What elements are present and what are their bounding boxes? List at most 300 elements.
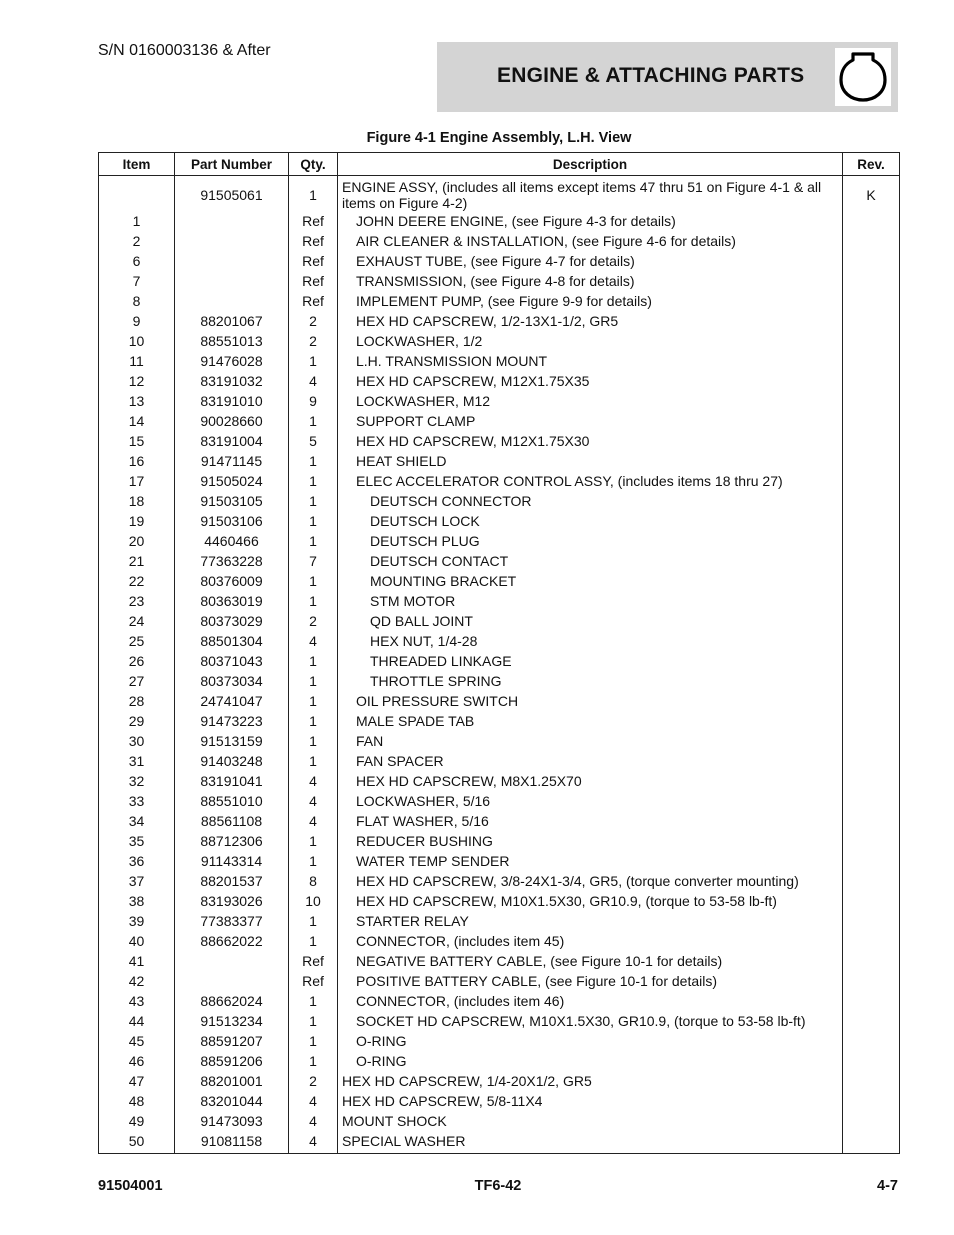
rev-cell — [843, 911, 900, 931]
table-row — [99, 811, 900, 831]
description-text: HEX HD CAPSCREW, 3/8-24X1-3/4, GR5, (torque converter mounting) — [356, 873, 799, 889]
description-text: HEX HD CAPSCREW, M12X1.75X30 — [356, 433, 590, 449]
part-number-cell: 91403248 — [175, 751, 289, 771]
parts-table — [98, 152, 900, 1154]
description-cell — [338, 611, 843, 631]
description-cell — [338, 1071, 843, 1091]
table-row — [99, 791, 900, 811]
part-number-cell: 83193026 — [175, 891, 289, 911]
rev-cell — [843, 991, 900, 1011]
item-cell: 10 — [99, 331, 175, 351]
description-text: IMPLEMENT PUMP, (see Figure 9-9 for details) — [356, 293, 652, 309]
table-row — [99, 371, 900, 391]
item-cell: 33 — [99, 791, 175, 811]
table-row — [99, 1011, 900, 1031]
description-cell — [338, 431, 843, 451]
rev-cell — [843, 571, 900, 591]
part-number-cell — [175, 291, 289, 311]
item-cell: 11 — [99, 351, 175, 371]
description-text: AIR CLEANER & INSTALLATION, (see Figure 4-6 for details) — [356, 233, 736, 249]
item-cell: 19 — [99, 511, 175, 531]
description-text: OIL PRESSURE SWITCH — [356, 693, 519, 709]
part-number-cell: 91513234 — [175, 1011, 289, 1031]
part-number-cell: 88551013 — [175, 331, 289, 351]
table-row — [99, 471, 900, 491]
item-cell: 8 — [99, 291, 175, 311]
description-cell — [338, 231, 843, 251]
qty-cell: Ref — [289, 231, 338, 251]
description-text: JOHN DEERE ENGINE, (see Figure 4-3 for details) — [356, 213, 676, 229]
rev-cell — [843, 1011, 900, 1031]
qty-cell: 1 — [289, 731, 338, 751]
description-text: DEUTSCH LOCK — [370, 513, 480, 529]
description-text: REDUCER BUSHING — [356, 833, 493, 849]
description-text: LOCKWASHER, 5/16 — [356, 793, 491, 809]
qty-cell: 1 — [289, 671, 338, 691]
part-number-cell — [175, 211, 289, 231]
item-cell: 39 — [99, 911, 175, 931]
description-text: SPECIAL WASHER — [342, 1133, 466, 1149]
rev-cell — [843, 731, 900, 751]
description-cell — [338, 271, 843, 291]
qty-cell: 1 — [289, 651, 338, 671]
description-cell — [338, 831, 843, 851]
item-cell: 26 — [99, 651, 175, 671]
table-row — [99, 831, 900, 851]
description-cell — [338, 791, 843, 811]
description-cell — [338, 711, 843, 731]
description-text: NEGATIVE BATTERY CABLE, (see Figure 10-1 for details) — [356, 953, 723, 969]
table-row — [99, 991, 900, 1011]
table-row — [99, 971, 900, 991]
description-text: FAN — [356, 733, 384, 749]
column-header-rev: Rev. — [843, 153, 900, 176]
item-cell: 15 — [99, 431, 175, 451]
item-cell: 16 — [99, 451, 175, 471]
description-cell — [338, 631, 843, 651]
rev-cell — [843, 691, 900, 711]
table-row — [99, 931, 900, 951]
description-text: HEX HD CAPSCREW, M8X1.25X70 — [356, 773, 582, 789]
description-cell — [338, 651, 843, 671]
qty-cell: 5 — [289, 431, 338, 451]
item-cell: 45 — [99, 1031, 175, 1051]
part-number-cell: 88712306 — [175, 831, 289, 851]
part-number-cell: 91503106 — [175, 511, 289, 531]
table-row — [99, 451, 900, 471]
parts-table-body — [99, 176, 900, 1154]
rev-cell — [843, 431, 900, 451]
rev-cell — [843, 1131, 900, 1154]
part-number-cell: 91476028 — [175, 351, 289, 371]
description-text: SOCKET HD CAPSCREW, M10X1.5X30, GR10.9, (torque to 53-58 lb-ft) — [356, 1013, 806, 1029]
column-header-part-number: Part Number — [175, 153, 289, 176]
description-cell — [338, 811, 843, 831]
item-cell: 32 — [99, 771, 175, 791]
description-cell — [338, 751, 843, 771]
description-cell — [338, 471, 843, 491]
description-text: O-RING — [356, 1033, 407, 1049]
footer-doc-number: 91504001 — [98, 1178, 163, 1194]
description-text: THROTTLE SPRING — [370, 673, 502, 689]
part-number-cell: 88561108 — [175, 811, 289, 831]
description-text: CONNECTOR, (includes item 46) — [356, 993, 565, 1009]
description-text: HEX NUT, 1/4-28 — [370, 633, 478, 649]
description-cell — [338, 731, 843, 751]
part-number-cell: 83201044 — [175, 1091, 289, 1111]
description-text: ELEC ACCELERATOR CONTROL ASSY, (includes items 18 thru 27) — [356, 473, 783, 489]
part-number-cell: 4460466 — [175, 531, 289, 551]
rev-cell — [843, 531, 900, 551]
table-row — [99, 331, 900, 351]
description-text: ENGINE ASSY, (includes all items except items 47 thru 51 on Figure 4-1 & all items on Figure 4-2) — [342, 179, 822, 211]
part-number-cell: 83191010 — [175, 391, 289, 411]
table-row — [99, 271, 900, 291]
description-cell — [338, 771, 843, 791]
item-cell: 38 — [99, 891, 175, 911]
description-text: CONNECTOR, (includes item 45) — [356, 933, 565, 949]
description-cell — [338, 571, 843, 591]
rev-cell — [843, 1091, 900, 1111]
item-cell: 47 — [99, 1071, 175, 1091]
table-row — [99, 231, 900, 251]
rev-cell — [843, 811, 900, 831]
description-cell — [338, 1051, 843, 1071]
qty-cell: 1 — [289, 471, 338, 491]
part-number-cell: 24741047 — [175, 691, 289, 711]
table-row — [99, 551, 900, 571]
rev-cell — [843, 211, 900, 231]
rev-cell — [843, 1071, 900, 1091]
table-row — [99, 391, 900, 411]
table-row — [99, 611, 900, 631]
part-number-cell: 83191032 — [175, 371, 289, 391]
rev-cell — [843, 511, 900, 531]
table-row — [99, 1051, 900, 1071]
description-text: HEX HD CAPSCREW, 1/4-20X1/2, GR5 — [342, 1073, 592, 1089]
description-cell — [338, 671, 843, 691]
qty-cell: 1 — [289, 691, 338, 711]
qty-cell: 1 — [289, 491, 338, 511]
table-row — [99, 571, 900, 591]
part-number-cell: 80373029 — [175, 611, 289, 631]
item-cell: 30 — [99, 731, 175, 751]
description-cell — [338, 931, 843, 951]
part-number-cell: 91505061 — [175, 176, 289, 212]
table-row — [99, 351, 900, 371]
description-text: O-RING — [356, 1053, 407, 1069]
part-number-cell: 91505024 — [175, 471, 289, 491]
item-cell: 24 — [99, 611, 175, 631]
table-row — [99, 511, 900, 531]
table-header-row — [99, 153, 900, 176]
footer-page-number: 4-7 — [877, 1178, 898, 1194]
qty-cell: 1 — [289, 931, 338, 951]
table-row — [99, 631, 900, 651]
rev-cell — [843, 751, 900, 771]
item-cell: 28 — [99, 691, 175, 711]
description-text: POSITIVE BATTERY CABLE, (see Figure 10-1 for details) — [356, 973, 718, 989]
item-cell: 17 — [99, 471, 175, 491]
qty-cell: 4 — [289, 371, 338, 391]
rev-cell — [843, 931, 900, 951]
rev-cell — [843, 471, 900, 491]
part-number-cell: 91143314 — [175, 851, 289, 871]
item-cell: 9 — [99, 311, 175, 331]
qty-cell: 1 — [289, 711, 338, 731]
item-cell: 44 — [99, 1011, 175, 1031]
item-cell: 48 — [99, 1091, 175, 1111]
part-number-cell — [175, 231, 289, 251]
description-cell — [338, 951, 843, 971]
rev-cell — [843, 711, 900, 731]
part-number-cell: 88591207 — [175, 1031, 289, 1051]
column-header-item: Item — [99, 153, 175, 176]
part-number-cell — [175, 971, 289, 991]
qty-cell: 4 — [289, 1131, 338, 1154]
table-row — [99, 1111, 900, 1131]
table-row — [99, 1031, 900, 1051]
part-number-cell: 88662022 — [175, 931, 289, 951]
rev-cell — [843, 491, 900, 511]
section-title: ENGINE & ATTACHING PARTS — [497, 64, 805, 87]
part-number-cell: 91471145 — [175, 451, 289, 471]
qty-cell: 4 — [289, 791, 338, 811]
qty-cell: 8 — [289, 871, 338, 891]
item-cell: 13 — [99, 391, 175, 411]
description-text: STM MOTOR — [370, 593, 456, 609]
qty-cell: 2 — [289, 311, 338, 331]
table-row — [99, 911, 900, 931]
table-row — [99, 671, 900, 691]
description-cell — [338, 311, 843, 331]
part-number-cell: 91081158 — [175, 1131, 289, 1154]
qty-cell: 1 — [289, 411, 338, 431]
rev-cell — [843, 1051, 900, 1071]
column-header-description: Description — [338, 153, 843, 176]
description-cell — [338, 691, 843, 711]
description-text: HEX HD CAPSCREW, 5/8-11X4 — [342, 1093, 543, 1109]
qty-cell: 1 — [289, 571, 338, 591]
part-number-cell: 88591206 — [175, 1051, 289, 1071]
rev-cell — [843, 391, 900, 411]
part-number-cell — [175, 951, 289, 971]
part-number-cell: 91513159 — [175, 731, 289, 751]
item-cell: 18 — [99, 491, 175, 511]
description-cell — [338, 1131, 843, 1154]
qty-cell: 10 — [289, 891, 338, 911]
item-cell: 21 — [99, 551, 175, 571]
rev-cell — [843, 271, 900, 291]
part-number-cell: 88201001 — [175, 1071, 289, 1091]
description-cell — [338, 1031, 843, 1051]
item-cell: 20 — [99, 531, 175, 551]
qty-cell: 1 — [289, 851, 338, 871]
part-number-cell: 77383377 — [175, 911, 289, 931]
description-text: L.H. TRANSMISSION MOUNT — [356, 353, 548, 369]
item-cell: 6 — [99, 251, 175, 271]
qty-cell: 1 — [289, 531, 338, 551]
table-row — [99, 1091, 900, 1111]
qty-cell: 1 — [289, 751, 338, 771]
description-text: DEUTSCH CONNECTOR — [370, 493, 532, 509]
item-cell: 23 — [99, 591, 175, 611]
rev-cell — [843, 1031, 900, 1051]
part-number-cell: 83191041 — [175, 771, 289, 791]
item-cell: 40 — [99, 931, 175, 951]
table-row — [99, 211, 900, 231]
rev-cell — [843, 251, 900, 271]
description-text: LOCKWASHER, M12 — [356, 393, 491, 409]
part-number-cell: 90028660 — [175, 411, 289, 431]
engine-outline-icon — [835, 48, 891, 106]
table-row — [99, 1131, 900, 1154]
item-cell: 49 — [99, 1111, 175, 1131]
item-cell: 22 — [99, 571, 175, 591]
item-cell: 2 — [99, 231, 175, 251]
rev-cell — [843, 791, 900, 811]
table-row — [99, 176, 900, 212]
description-cell — [338, 351, 843, 371]
qty-cell: 2 — [289, 611, 338, 631]
rev-cell — [843, 611, 900, 631]
description-cell — [338, 871, 843, 891]
item-cell: 27 — [99, 671, 175, 691]
description-text: HEX HD CAPSCREW, M12X1.75X35 — [356, 373, 590, 389]
part-number-cell: 80371043 — [175, 651, 289, 671]
table-row — [99, 431, 900, 451]
table-row — [99, 871, 900, 891]
part-number-cell: 91473093 — [175, 1111, 289, 1131]
table-row — [99, 531, 900, 551]
description-cell — [338, 1011, 843, 1031]
description-cell — [338, 591, 843, 611]
qty-cell: 2 — [289, 331, 338, 351]
item-cell: 43 — [99, 991, 175, 1011]
rev-cell — [843, 411, 900, 431]
rev-cell — [843, 871, 900, 891]
part-number-cell: 88201067 — [175, 311, 289, 331]
item-cell: 46 — [99, 1051, 175, 1071]
table-row — [99, 751, 900, 771]
rev-cell — [843, 671, 900, 691]
part-number-cell: 88201537 — [175, 871, 289, 891]
description-text: FAN SPACER — [356, 753, 444, 769]
qty-cell: Ref — [289, 971, 338, 991]
table-row — [99, 711, 900, 731]
qty-cell: 1 — [289, 591, 338, 611]
item-cell: 37 — [99, 871, 175, 891]
description-text: HEX HD CAPSCREW, 1/2-13X1-1/2, GR5 — [356, 313, 619, 329]
description-cell — [338, 411, 843, 431]
table-row — [99, 311, 900, 331]
qty-cell: 1 — [289, 511, 338, 531]
table-row — [99, 491, 900, 511]
description-cell — [338, 371, 843, 391]
qty-cell: 4 — [289, 631, 338, 651]
item-cell: 50 — [99, 1131, 175, 1154]
part-number-cell: 91503105 — [175, 491, 289, 511]
description-cell — [338, 911, 843, 931]
part-number-cell: 80376009 — [175, 571, 289, 591]
table-row — [99, 651, 900, 671]
table-row — [99, 251, 900, 271]
description-text: DEUTSCH CONTACT — [370, 553, 509, 569]
qty-cell: 1 — [289, 1051, 338, 1071]
part-number-cell: 88501304 — [175, 631, 289, 651]
item-cell: 36 — [99, 851, 175, 871]
rev-cell — [843, 451, 900, 471]
qty-cell: Ref — [289, 211, 338, 231]
rev-cell — [843, 551, 900, 571]
rev-cell — [843, 631, 900, 651]
rev-cell — [843, 771, 900, 791]
item-cell: 14 — [99, 411, 175, 431]
qty-cell: 1 — [289, 351, 338, 371]
qty-cell: Ref — [289, 291, 338, 311]
description-cell — [338, 551, 843, 571]
description-text: TRANSMISSION, (see Figure 4-8 for details) — [356, 273, 635, 289]
section-header — [437, 42, 898, 112]
description-cell — [338, 491, 843, 511]
item-cell — [99, 176, 175, 212]
table-row — [99, 951, 900, 971]
item-cell: 25 — [99, 631, 175, 651]
rev-cell — [843, 1111, 900, 1131]
table-row — [99, 291, 900, 311]
table-row — [99, 851, 900, 871]
table-row — [99, 771, 900, 791]
part-number-cell: 88551010 — [175, 791, 289, 811]
description-cell — [338, 391, 843, 411]
footer-model: TF6-42 — [474, 1178, 522, 1194]
rev-cell — [843, 311, 900, 331]
description-text: STARTER RELAY — [356, 913, 469, 929]
description-text: SUPPORT CLAMP — [356, 413, 476, 429]
qty-cell: 1 — [289, 1031, 338, 1051]
item-cell: 29 — [99, 711, 175, 731]
description-cell — [338, 531, 843, 551]
description-text: THREADED LINKAGE — [370, 653, 512, 669]
item-cell: 42 — [99, 971, 175, 991]
description-text: WATER TEMP SENDER — [356, 853, 510, 869]
rev-cell — [843, 231, 900, 251]
qty-cell: Ref — [289, 251, 338, 271]
column-header-qty: Qty. — [289, 153, 338, 176]
rev-cell — [843, 951, 900, 971]
figure-title: Figure 4-1 Engine Assembly, L.H. View — [366, 130, 632, 146]
description-cell — [338, 451, 843, 471]
rev-cell — [843, 291, 900, 311]
qty-cell: 7 — [289, 551, 338, 571]
rev-cell — [843, 831, 900, 851]
table-row — [99, 691, 900, 711]
part-number-cell: 77363228 — [175, 551, 289, 571]
rev-cell — [843, 891, 900, 911]
rev-cell — [843, 591, 900, 611]
description-text: MOUNTING BRACKET — [370, 573, 517, 589]
qty-cell: 4 — [289, 1091, 338, 1111]
rev-cell: K — [843, 176, 900, 212]
item-cell: 7 — [99, 271, 175, 291]
part-number-cell: 83191004 — [175, 431, 289, 451]
table-row — [99, 591, 900, 611]
qty-cell: 1 — [289, 1011, 338, 1031]
qty-cell: 1 — [289, 176, 338, 212]
qty-cell: 1 — [289, 831, 338, 851]
item-cell: 34 — [99, 811, 175, 831]
rev-cell — [843, 351, 900, 371]
